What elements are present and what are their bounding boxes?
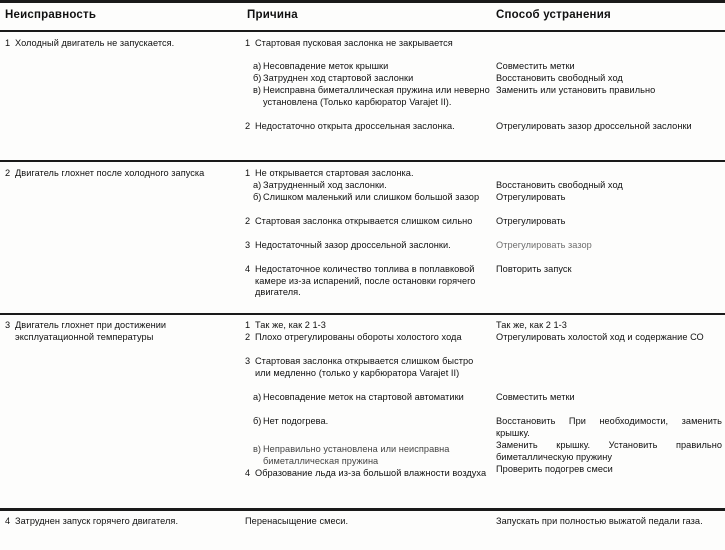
cause-marker: 2 [245, 332, 251, 342]
cause-text: Затрудненный ход заслонки. [263, 180, 387, 190]
fault-text: Затруднен запуск горячего двигателя. [15, 516, 179, 526]
cause-text: Недостаточное количество топлива в поплавковой камере из-за испарений, после остановки горячего двигателя. [255, 264, 476, 298]
cause-text: Неисправна биметаллическая пружина или неверно установлена (Только карбюратор Varajet II). [263, 85, 490, 107]
cause-marker: 1 [245, 168, 251, 178]
cause-text: Стартовая заслонка открывается слишком сильно [255, 216, 473, 226]
remedy-text: Совместить метки [496, 392, 575, 402]
fault-marker: 3 [5, 320, 11, 330]
row-divider-rule [0, 508, 725, 511]
cause-entry [245, 85, 490, 108]
cause-text: Несовпадение меток крышки [263, 61, 389, 71]
cause-entry [245, 356, 490, 379]
cause-marker: 4 [245, 264, 251, 274]
header-divider-rule [0, 30, 725, 32]
cause-entry [245, 180, 490, 192]
row-divider-rule [0, 313, 725, 315]
cause-text: Несовпадение меток на стартовой автоматики [263, 392, 464, 402]
remedy-text: Отрегулировать холостой ход и содержание СО [496, 332, 704, 342]
cause-entry [245, 468, 490, 480]
cause-marker: б) [253, 192, 262, 202]
cause-text: Не открывается стартовая заслонка. [255, 168, 414, 178]
cause-entry [245, 73, 490, 85]
cause-entry [245, 240, 490, 252]
remedy-text: Отрегулировать [496, 192, 566, 202]
cause-marker: 2 [245, 216, 251, 226]
cause-entry [245, 332, 490, 344]
cause-marker: 3 [245, 356, 251, 366]
cause-entry [245, 416, 490, 428]
fault-text: Двигатель глохнет после холодного запуска [15, 168, 205, 178]
cause-marker: а) [253, 61, 262, 71]
cause-marker: 1 [245, 38, 251, 48]
cause-marker: 1 [245, 320, 251, 330]
cause-text: Недостаточный зазор дроссельной заслонки. [255, 240, 451, 250]
cause-marker: б) [253, 73, 262, 83]
fault-marker: 1 [5, 38, 11, 48]
cause-text: Так же, как 2 1-3 [255, 320, 326, 330]
cause-marker: в) [253, 444, 262, 454]
remedy-text: Заменить или установить правильно [496, 85, 656, 95]
cause-text: Перенасыщение смеси. [245, 516, 349, 526]
cause-text: Образование льда из-за большой влажности воздуха [255, 468, 487, 478]
cause-marker: 3 [245, 240, 251, 250]
remedy-text: Отрегулировать зазор дроссельной заслонки [496, 121, 692, 131]
cause-entry [245, 168, 490, 180]
cause-entry [245, 516, 490, 528]
cause-entry [245, 121, 490, 133]
cause-marker: а) [253, 392, 262, 402]
fault-marker: 4 [5, 516, 11, 526]
cause-entry [245, 192, 490, 204]
cause-entry [245, 61, 490, 73]
cause-text: Неправильно установлена или неисправна биметаллическая пружина [263, 444, 450, 466]
remedy-text: Заменить крышку. Установить правильно биметаллическую пружину [496, 440, 722, 462]
fault-text: Холодный двигатель не запускается. [15, 38, 175, 48]
remedy-text: Восстановить При необходимости, заменить крышку. [496, 416, 722, 438]
remedy-text: Повторить запуск [496, 264, 572, 274]
fault-entry [5, 38, 240, 50]
cause-text: Плохо отрегулированы обороты холостого хода [255, 332, 462, 342]
cause-marker: в) [253, 85, 262, 95]
cause-text: Недостаточно открыта дроссельная заслонка. [255, 121, 455, 131]
table-header-row [0, 8, 725, 28]
fault-cell [5, 38, 240, 50]
cause-entry [245, 216, 490, 228]
fault-cell [5, 168, 240, 180]
remedy-text: Восстановить свободный ход [496, 73, 623, 83]
fault-marker: 2 [5, 168, 11, 178]
cause-marker: 2 [245, 121, 251, 131]
fault-entry [5, 168, 240, 180]
cause-entry [245, 264, 490, 299]
column-header-fault: Неисправность [5, 9, 97, 21]
cause-text: Нет подогрева. [263, 416, 329, 426]
remedy-text: Проверить подогрев смеси [496, 464, 613, 474]
remedy-text: Совместить метки [496, 61, 575, 71]
cause-text: Слишком маленький или слишком большой зазор [263, 192, 480, 202]
fault-cell [5, 516, 240, 528]
remedy-text: Отрегулировать зазор [496, 240, 592, 250]
cause-text: Затруднен ход стартовой заслонки [263, 73, 414, 83]
cause-marker: 4 [245, 468, 251, 478]
fault-entry [5, 320, 240, 343]
cause-marker: б) [253, 416, 262, 426]
cause-text: Стартовая пусковая заслонка не закрывается [255, 38, 453, 48]
fault-text: Двигатель глохнет при достижении эксплуатационной температуры [15, 320, 167, 342]
top-border-rule [0, 0, 725, 3]
cause-entry [245, 444, 490, 467]
remedy-text: Восстановить свободный ход [496, 180, 623, 190]
fault-entry [5, 516, 240, 528]
column-header-remedy: Способ устранения [496, 9, 611, 21]
row-divider-rule [0, 160, 725, 162]
fault-cell [5, 320, 240, 343]
cause-text: Стартовая заслонка открывается слишком быстро или медленно (только у карбюратора Varajet II) [255, 356, 474, 378]
remedy-text: Отрегулировать [496, 216, 566, 226]
column-header-cause: Причина [247, 9, 298, 21]
cause-marker: а) [253, 180, 262, 190]
cause-entry [245, 38, 490, 50]
cause-entry [245, 392, 490, 404]
cause-entry [245, 320, 490, 332]
remedy-text: Запускать при полностью выжатой педали газа. [496, 516, 703, 526]
remedy-text: Так же, как 2 1-3 [496, 320, 567, 330]
